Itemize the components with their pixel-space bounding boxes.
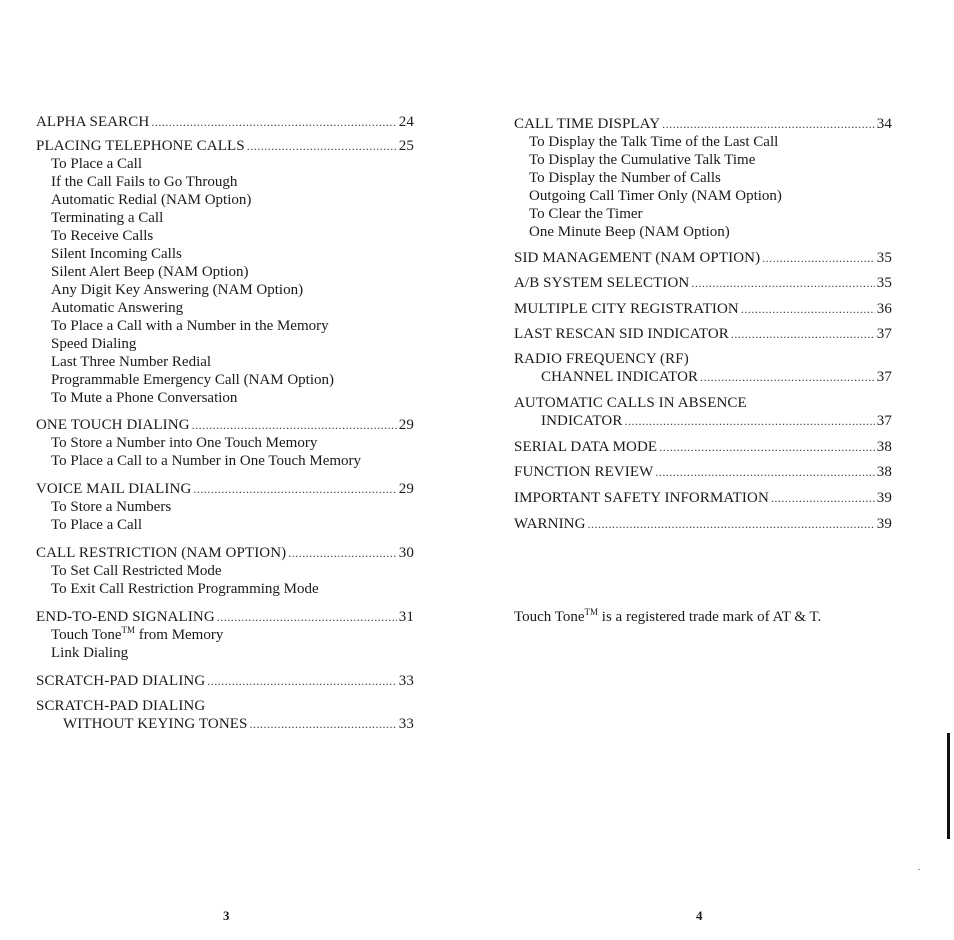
toc-heading [514,515,892,533]
toc-entry [514,274,892,292]
toc-heading [36,697,414,715]
toc-entry [36,416,414,470]
toc-entry [514,249,892,267]
toc-entry [514,325,892,343]
toc-heading [36,113,414,131]
toc-heading-text: CALL TIME DISPLAY [514,116,661,132]
toc-heading-text: RADIO FREQUENCY (RF) [514,351,689,367]
toc-heading-text: WITHOUT KEYING TONES [63,716,248,732]
toc-heading-continued [36,715,414,733]
toc-heading-text: AUTOMATIC CALLS IN ABSENCE [514,395,747,411]
dot-leader [249,715,396,733]
toc-heading-text: PLACING TELEPHONE CALLS [36,138,245,154]
toc-page-number: 25 [398,138,414,154]
toc-subitem: Last Three Number Redial [51,354,212,370]
toc-heading [36,672,414,690]
toc-heading-text: END-TO-END SIGNALING [36,609,215,625]
toc-page-number: 36 [876,301,892,317]
toc-heading [514,274,892,292]
toc-heading-text: SCRATCH-PAD DIALING [36,673,206,689]
toc-heading-text: SERIAL DATA MODE [514,439,658,455]
toc-heading-continued [514,412,892,430]
page-number-left: 3 [223,908,230,923]
toc-heading [36,608,414,626]
toc-heading [514,325,892,343]
toc-subitem: To Place a Call [51,517,143,533]
toc-subitem: Any Digit Key Answering (NAM Option) [51,282,304,298]
binding-edge-mark [947,733,950,839]
dot-leader [217,608,397,626]
toc-heading-text: A/B SYSTEM SELECTION [514,275,690,291]
toc-heading [514,249,892,267]
toc-entry [514,463,892,481]
toc-heading-text: VOICE MAIL DIALING [36,481,192,497]
page-number-right: 4 [696,908,703,923]
toc-page-number: 35 [876,250,892,266]
toc-subitem: To Display the Talk Time of the Last Call [529,134,779,150]
dot-leader [762,249,875,267]
toc-page-number: 37 [876,413,892,429]
toc-heading [514,394,892,412]
toc-heading-text: WARNING [514,516,586,532]
toc-subitem: Silent Alert Beep (NAM Option) [51,264,249,280]
toc-heading [514,463,892,481]
toc-subitem: If the Call Fails to Go Through [51,174,238,190]
dot-leader [691,274,874,292]
toc-page-number: 38 [876,464,892,480]
scan-speck [918,869,920,870]
toc-subitem: Silent Incoming Calls [51,246,182,262]
toc-subitem: To Display the Cumulative Talk Time [529,152,756,168]
toc-heading-text: ALPHA SEARCH [36,114,150,130]
toc-entry [36,137,414,407]
toc-heading-text: SID MANAGEMENT (NAM OPTION) [514,250,761,266]
toc-subitem: To Place a Call to a Number in One Touch Memory [51,453,362,469]
toc-subitem: One Minute Beep (NAM Option) [529,224,730,240]
toc-subitem: Touch Tone™ from Memory [51,625,224,643]
dot-leader [700,368,875,386]
toc-heading-text: CALL RESTRICTION (NAM OPTION) [36,545,287,561]
toc-heading-text: SCRATCH-PAD DIALING [36,698,206,714]
toc-subitem: Terminating a Call [51,210,164,226]
dot-leader [659,438,875,456]
toc-subitem: To Place a Call [51,156,143,172]
toc-heading [514,115,892,133]
dot-leader [771,489,875,507]
toc-entry [36,544,414,598]
toc-subitem: To Set Call Restricted Mode [51,563,222,579]
dot-leader [624,412,874,430]
toc-page-number: 38 [876,439,892,455]
dot-leader [207,672,397,690]
toc-entry [514,515,892,533]
toc-page-number: 39 [876,516,892,532]
dot-leader [288,544,397,562]
toc-subitem: To Clear the Timer [529,206,643,222]
toc-heading [36,416,414,434]
toc-heading [514,300,892,318]
toc-subitem: Automatic Answering [51,300,184,316]
toc-subitem: To Receive Calls [51,228,154,244]
toc-page-number: 31 [398,609,414,625]
dot-leader [247,137,397,155]
toc-heading [36,137,414,155]
toc-heading-text: LAST RESCAN SID INDICATOR [514,326,729,342]
toc-subitem: To Display the Number of Calls [529,170,721,186]
dot-leader [193,480,396,498]
dot-leader [741,300,875,318]
toc-entry [514,350,892,386]
toc-entry [36,608,414,662]
toc-page-number: 24 [398,114,414,130]
toc-subitem: To Store a Numbers [51,499,172,515]
toc-page-number: 37 [876,326,892,342]
toc-subitem: Automatic Redial (NAM Option) [51,192,252,208]
toc-page-number: 33 [398,716,414,732]
toc-heading [514,438,892,456]
toc-subitem: Link Dialing [51,645,129,661]
toc-page-number: 30 [398,545,414,561]
toc-heading-text: ONE TOUCH DIALING [36,417,190,433]
toc-heading [514,350,892,368]
toc-subitem: To Exit Call Restriction Programming Mode [51,581,319,597]
toc-subitem: Speed Dialing [51,336,137,352]
toc-heading-text: IMPORTANT SAFETY INFORMATION [514,490,769,506]
toc-page-number: 29 [398,481,414,497]
toc-heading [36,480,414,498]
toc-heading-text: FUNCTION REVIEW [514,464,654,480]
toc-heading-text: CHANNEL INDICATOR [541,369,699,385]
dot-leader [192,416,397,434]
toc-page-number: 33 [398,673,414,689]
toc-subitem: To Store a Number into One Touch Memory [51,435,318,451]
toc-entry [36,480,414,534]
toc-page-number: 37 [876,369,892,385]
toc-entry [514,438,892,456]
dot-leader [662,115,875,133]
toc-page-number: 35 [876,275,892,291]
toc-page-number: 34 [876,116,892,132]
toc-page-number: 29 [398,417,414,433]
toc-entry [36,697,414,733]
toc-entry [36,672,414,690]
toc-entry [514,115,892,241]
toc-subitem: To Mute a Phone Conversation [51,390,238,406]
toc-page-number: 39 [876,490,892,506]
toc-heading [36,544,414,562]
toc-subitem: Programmable Emergency Call (NAM Option) [51,372,334,388]
toc-heading-text: MULTIPLE CITY REGISTRATION [514,301,739,317]
toc-entry [514,489,892,507]
dot-leader [731,325,875,343]
toc-entry [514,394,892,430]
toc-heading-text: INDICATOR [541,413,623,429]
toc-subitem: Outgoing Call Timer Only (NAM Option) [529,188,782,204]
trademark-footnote: Touch Tone™ is a registered trade mark of AT & T. [514,607,822,625]
toc-entry [36,113,414,131]
dot-leader [151,113,396,131]
toc-subitem: To Place a Call with a Number in the Memory [51,318,329,334]
toc-entry [514,300,892,318]
toc-heading-continued [514,368,892,386]
dot-leader [588,515,875,533]
toc-heading [514,489,892,507]
dot-leader [655,463,874,481]
